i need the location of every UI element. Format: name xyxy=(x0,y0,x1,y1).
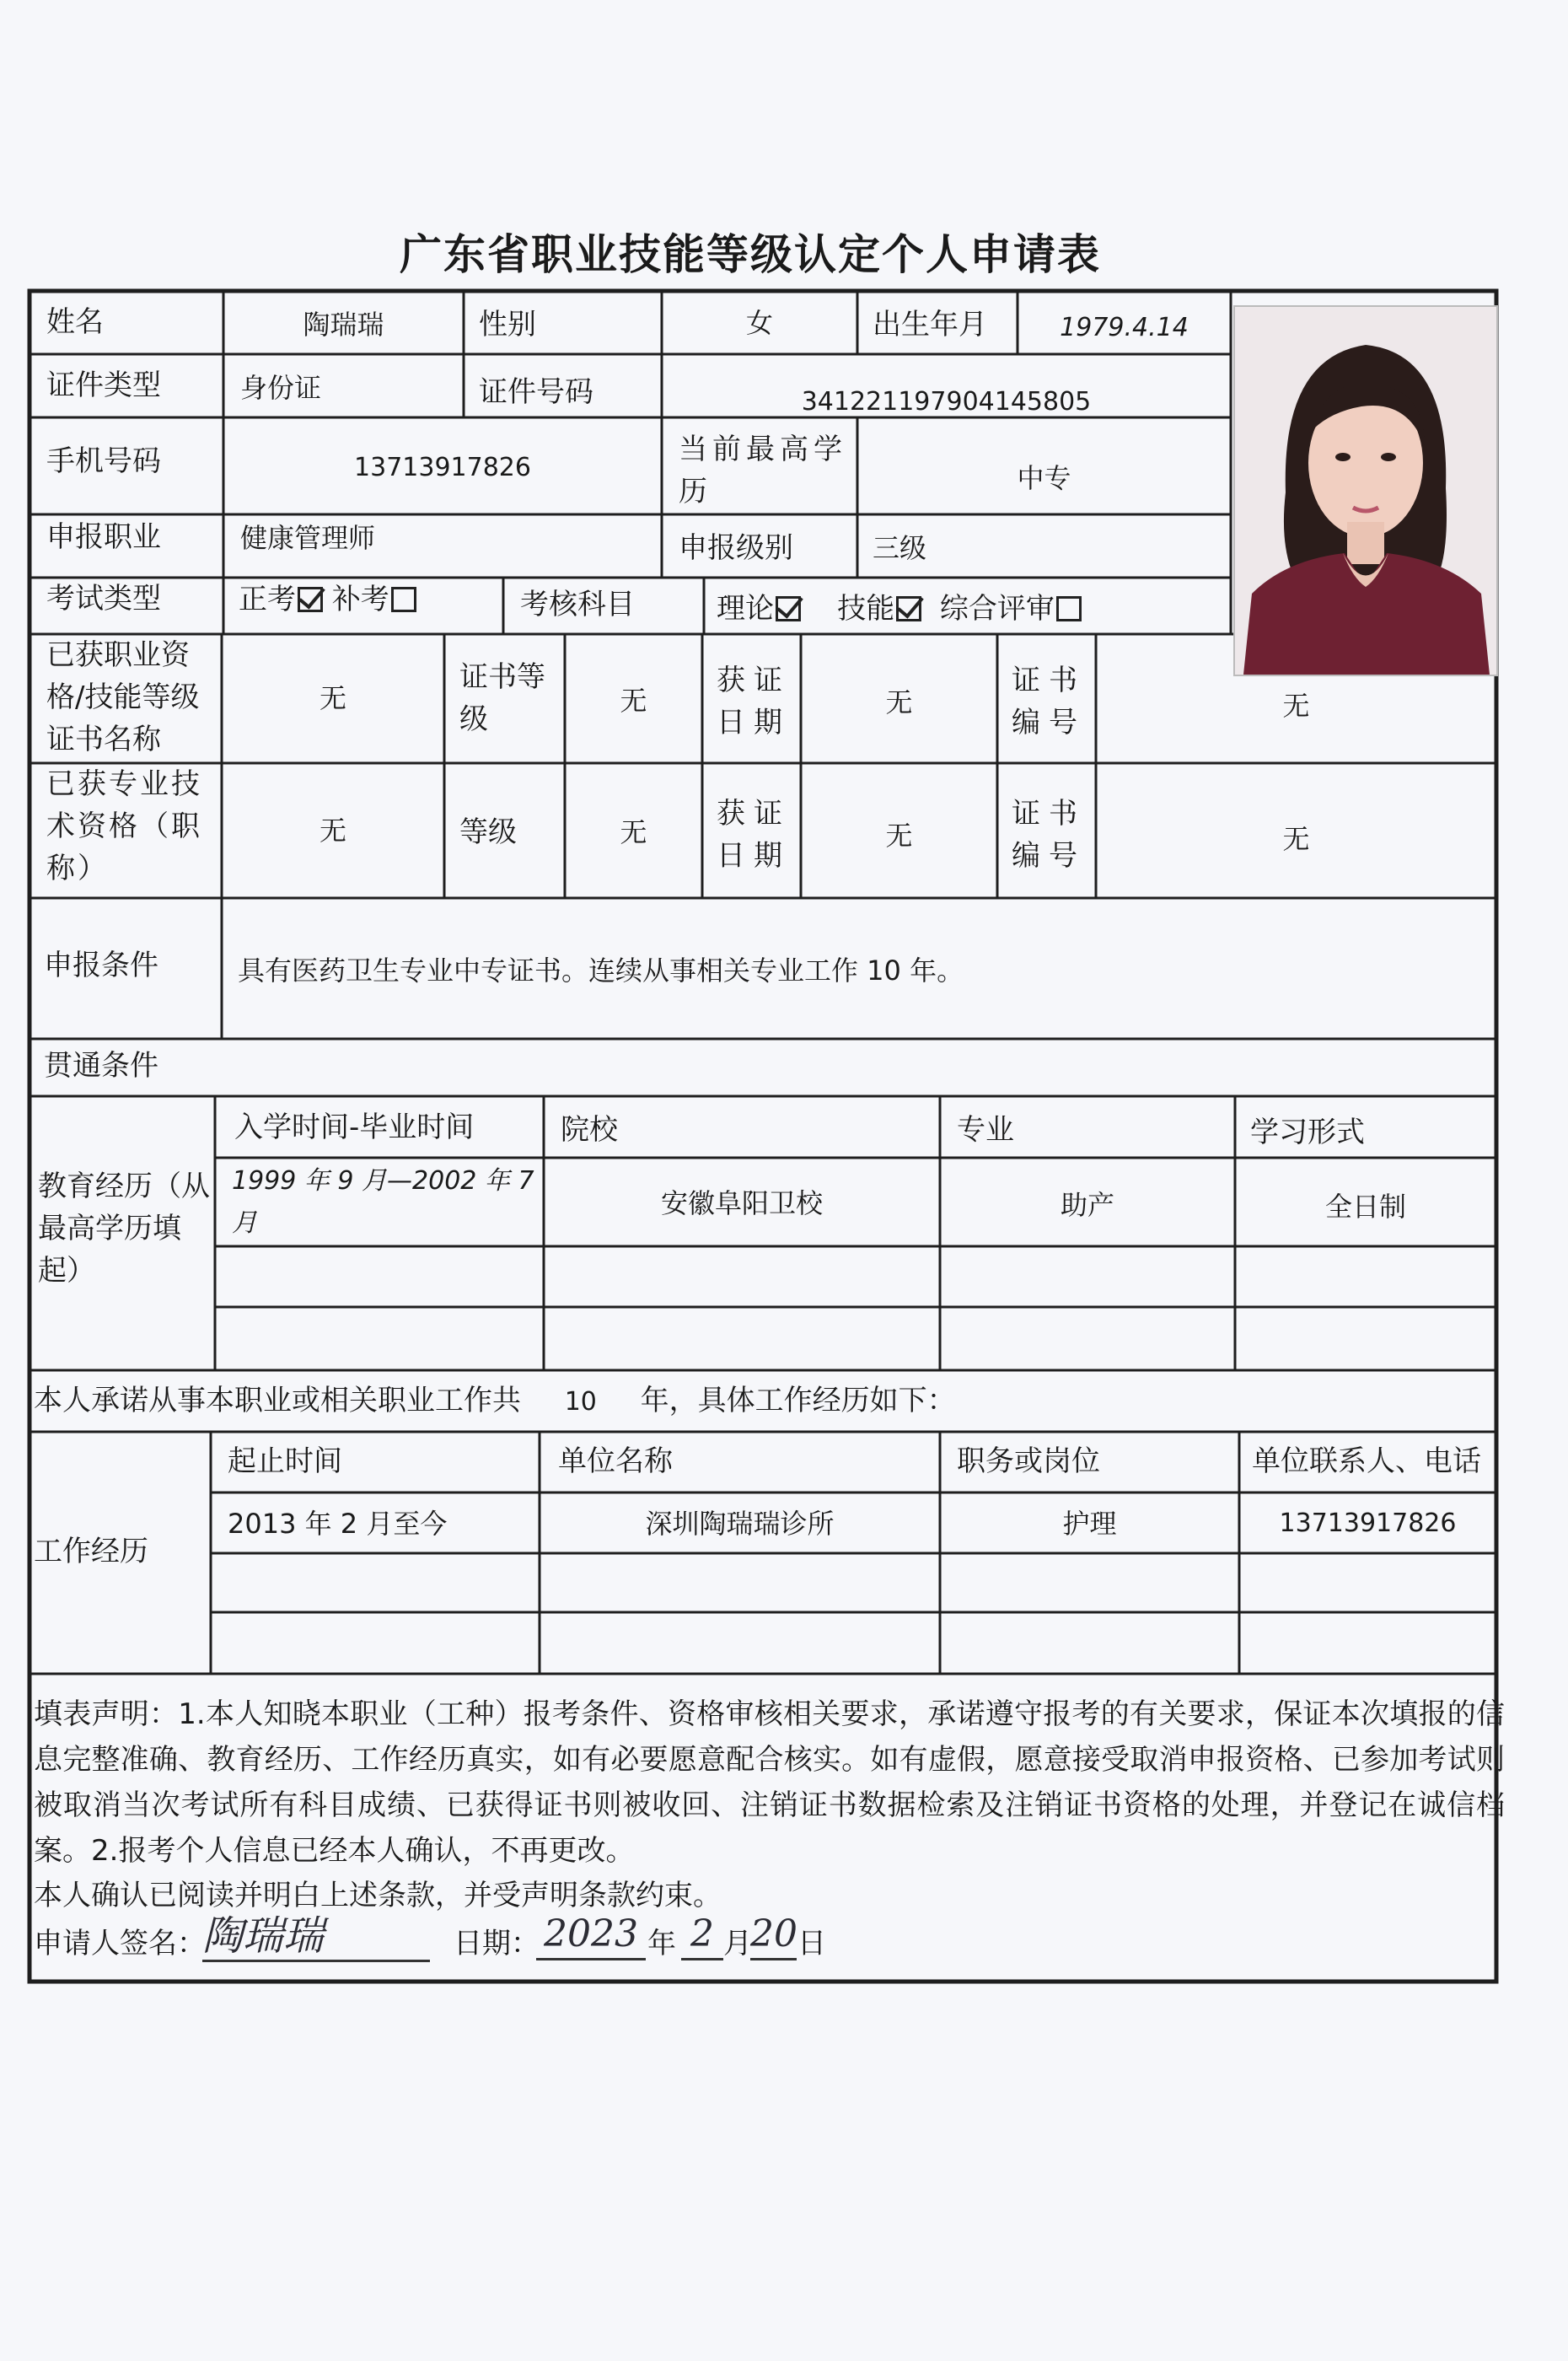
work-row-contact: 13713917826 xyxy=(1279,1509,1457,1538)
work-row-period: 2013 年 2 月至今 xyxy=(228,1508,448,1540)
work-pledge xyxy=(34,1379,956,1423)
sign-month: 2 xyxy=(681,1911,723,1960)
formal-exam-checkbox[interactable] xyxy=(298,587,323,612)
birth-value: 1979.4.14 xyxy=(1060,313,1189,342)
skill-date-label: 获证日期 xyxy=(717,664,791,739)
id-type-value: 身份证 xyxy=(240,372,322,404)
form-title: 广东省职业技能等级认定个人申请表 xyxy=(400,230,1101,279)
work-header-company: 单位名称 xyxy=(558,1444,673,1478)
edu-row-period: 1999 年 9 月—2002 年 7 月 xyxy=(232,1166,534,1238)
declaration-confirm: 本人确认已阅读并明白上述条款，并受声明条款约束。 xyxy=(34,1879,722,1912)
work-pledge-suffix: 年，具体工作经历如下： xyxy=(640,1384,956,1417)
tech-grade-value: 无 xyxy=(620,816,647,848)
skill-grade-label: 证书等级 xyxy=(459,660,545,736)
gender-value: 女 xyxy=(745,307,773,339)
edu-header-period: 入学时间-毕业时间 xyxy=(234,1111,475,1144)
work-header-period: 起止时间 xyxy=(228,1444,342,1478)
tech-grade-label: 等级 xyxy=(459,815,517,849)
through-condition-label: 贯通条件 xyxy=(44,1049,158,1083)
month-unit: 月 xyxy=(723,1927,752,1960)
subject-options xyxy=(717,588,1082,630)
makeup-exam-checkbox[interactable] xyxy=(391,587,416,612)
apply-condition-text: 具有医药卫生专业中专证书。连续从事相关专业工作 10 年。 xyxy=(238,955,964,987)
theory-checkbox[interactable] xyxy=(776,596,801,621)
applicant-photo xyxy=(1233,305,1498,676)
level-value: 三级 xyxy=(873,532,927,564)
review-label: 综合评审 xyxy=(939,592,1055,626)
id-no-label: 证件号码 xyxy=(479,375,593,409)
date-label: 日期： xyxy=(454,1927,540,1960)
name-value: 陶瑞瑞 xyxy=(303,309,384,341)
edu-row-mode: 全日制 xyxy=(1324,1191,1406,1223)
portrait-image xyxy=(1235,307,1496,675)
applicant-signature: 陶瑞瑞 xyxy=(202,1912,430,1962)
tech-cert-label: 已获专业技术资格（职称） xyxy=(46,767,202,885)
work-header-position: 职务或岗位 xyxy=(957,1444,1100,1478)
edu-label: 当前最高学历 xyxy=(679,433,847,508)
exam-type-label: 考试类型 xyxy=(46,582,161,616)
sign-year: 2023 xyxy=(536,1911,646,1960)
level-label: 申报级别 xyxy=(679,531,793,565)
edu-header-mode: 学习形式 xyxy=(1250,1116,1365,1149)
work-row-company: 深圳陶瑞瑞诊所 xyxy=(645,1508,835,1540)
work-label: 工作经历 xyxy=(34,1535,148,1568)
skill-no-value: 无 xyxy=(1282,690,1310,722)
phone-label: 手机号码 xyxy=(46,444,161,478)
job-label: 申报职业 xyxy=(46,520,161,554)
skill-grade-value: 无 xyxy=(620,685,647,717)
education-label: 教育经历（从最高学历填起） xyxy=(38,1170,210,1288)
birth-label: 出生年月 xyxy=(873,308,987,342)
work-pledge-prefix: 本人承诺从事本职业或相关职业工作共 xyxy=(34,1384,521,1417)
theory-label: 理论 xyxy=(717,592,774,626)
phone-value: 13713917826 xyxy=(354,453,531,482)
edu-value: 中专 xyxy=(1017,462,1071,494)
exam-type-options xyxy=(239,578,416,621)
skill-no-label: 证书编号 xyxy=(1012,664,1086,739)
review-checkbox[interactable] xyxy=(1056,596,1082,621)
edu-row-major: 助产 xyxy=(1060,1189,1114,1221)
work-years: 10 xyxy=(564,1387,597,1417)
tech-date-value: 无 xyxy=(885,820,913,852)
day-unit: 日 xyxy=(797,1927,826,1960)
sign-day: 20 xyxy=(750,1911,797,1960)
tech-no-value: 无 xyxy=(1282,823,1310,855)
subjects-label: 考核科目 xyxy=(520,588,635,621)
gender-label: 性别 xyxy=(479,308,536,342)
tech-date-label: 获证日期 xyxy=(717,797,791,873)
year-unit: 年 xyxy=(647,1927,676,1960)
skill-cert-label: 已获职业资格/技能等级证书名称 xyxy=(46,638,200,756)
declaration-text: 填表声明：1.本人知晓本职业（工种）报考条件、资格审核相关要求，承诺遵守报考的有关要求，保证本次填报的信息完整准确、教育经历、工作经历真实，如有必要愿意配合核实。如有虚假，愿意接受取消申报资格、已参加考试则被取消当次考试所有科目成绩、已获得证书则被收回、注销证书数据检索及注销证书资格的处理，并登记在诚信档案。2.报考个人信息已经本人确认，不再更改。 xyxy=(34,1697,1505,1868)
work-row-position: 护理 xyxy=(1062,1508,1117,1540)
apply-condition-label: 申报条件 xyxy=(44,949,158,982)
skill-label: 技能 xyxy=(837,592,895,626)
sign-label: 申请人签名： xyxy=(34,1927,206,1960)
skill-checkbox[interactable] xyxy=(896,596,921,621)
id-no-value: 341221197904145805 xyxy=(801,387,1092,417)
skill-cert-name: 无 xyxy=(319,682,346,714)
name-label: 姓名 xyxy=(46,305,104,339)
id-type-label: 证件类型 xyxy=(46,368,161,402)
edu-header-major: 专业 xyxy=(957,1113,1014,1147)
work-header-contact: 单位联系人、电话 xyxy=(1252,1444,1481,1478)
edu-header-school: 院校 xyxy=(561,1113,618,1147)
tech-no-label: 证书编号 xyxy=(1012,797,1086,873)
skill-date-value: 无 xyxy=(885,686,913,718)
job-value: 健康管理师 xyxy=(240,522,376,554)
makeup-exam-label: 补考 xyxy=(331,583,389,616)
tech-cert-name: 无 xyxy=(319,815,346,847)
formal-exam-label: 正考 xyxy=(239,583,296,616)
edu-row-school: 安徽阜阳卫校 xyxy=(660,1187,823,1219)
